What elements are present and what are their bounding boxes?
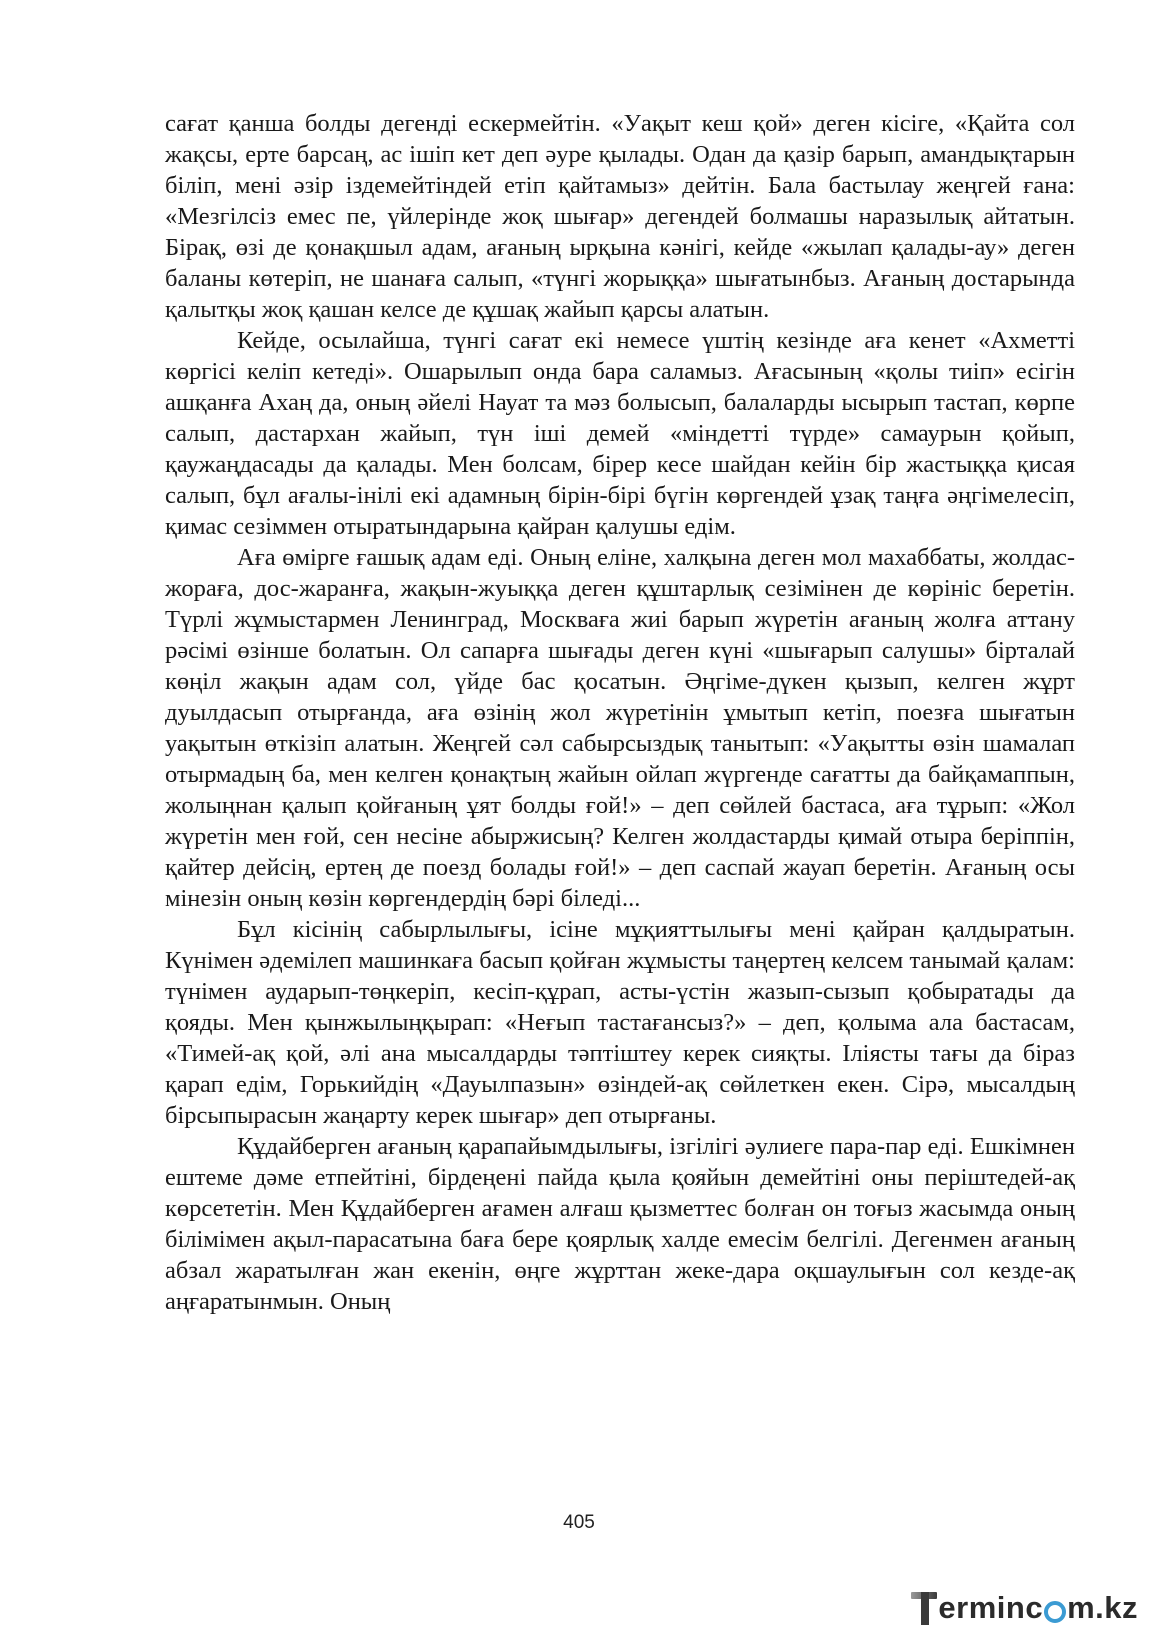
paragraph-2: Кейде, осылайша, түнгі сағат екі немесе үштің кезінде аға кенет «Ахметті көргісі келіп кетеді». Ошарылып онда бара саламыз. Ағасының «қолы тиіп» есігін ашқанға Ахаң да, оның әйелі Науат та мәз болысып, балаларды ысырып тастап, көрпе салып, дастархан жайып, түн іші демей «міндетті түрде» самаурын қойып, қаужаңдасады да қалады. Мен болсам, бірер кесе шайдан кейін бір жастыққа қисая салып, бұл ағалы-інілі екі адамның бірін-бірі бүгін көргендей ұзақ таңға әңгімелесіп, қимас сезіммен отыратындарына қайран қалушы едім. <box>165 327 1075 540</box>
paragraph-3: Аға өмірге ғашық адам еді. Оның еліне, халқына деген мол махаббаты, жолдас-жораға, дос-жаранға, жақын-жуыққа деген құштарлық сезімінен де көрініс беретін. Түрлі жұмыстармен Ленинград, Москваға жиі барып жүретін ағаның жолға аттану рәсімі өзінше болатын. Ол сапарға шығады деген күні «шығарып салушы» бірталай көңіл жақын адам сол, үйде бас қосатын. Әңгіме-дүкен қызып, келген жұрт дуылдасып отырғанда, аға өзінің жол жүретінін ұмытып кетіп, поезға шығатын уақытын өткізіп алатын. Жеңгей сәл сабырсыздық танытып: «Уақытты өзін шамалап отырмадың ба, мен келген қонақтың жайын ойлап жүргенде сағатты да байқамаппын, жолыңнан қалып қойғаның ұят болды ғой!» – деп сөйлей бастаса, аға тұрып: «Жол жүретін мен ғой, сен несіне абыржисың? Келген жолдастарды қимай отыра беріппін, қайтер дейсің, ертең де поезд болады ғой!» – деп саспай жауап беретін. Ағаның осы мінезін оның көзін көргендердің бәрі біледі... <box>165 544 1075 912</box>
watermark-c: c <box>1025 1590 1044 1625</box>
t-logo-icon <box>911 1590 937 1626</box>
watermark-suffix: m.kz <box>1067 1590 1138 1625</box>
paragraph-4: Бұл кісінің сабырлылығы, ісіне мұқияттылығы мені қайран қалдыратын. Күнімен әдемілеп машинкаға басып қойған жұмысты таңертең келсем танымай қалам: түнімен аударып-төңкеріп, кесіп-құрап, асты-үстін жазып-сызып қобыратады да қояды. Мен қынжылыңқырап: «Неғып тастағансыз?» – деп, қолыма ала бастасам, «Тимей-ақ қой, әлі ана мысалдарды тәптіштеу керек сияқты. Іліясты тағы да біраз қарап едім, Горькийдің «Дауылпазын» өзіндей-ақ сөйлеткен екен. Сірә, мысалдың бірсыпырасын жаңарту керек шығар» деп отырғаны. <box>165 916 1075 1129</box>
termincom-watermark <box>911 1582 1138 1626</box>
watermark-prefix: ermin <box>938 1590 1026 1625</box>
page-body <box>165 108 1075 1317</box>
o-ring-icon <box>1044 1601 1066 1623</box>
paragraph-1: сағат қанша болды дегенді ескермейтін. «Уақыт кеш қой» деген кісіге, «Қайта сол жақсы, ерте барсаң, ас ішіп кет деп әуре қылады. Одан да қазір барып, амандықтарын біліп, мені әзір іздемейтіндей етіп қайтамыз» дейтін. Бала бастылау жеңгей ғана: «Мезгілсіз емес пе, үйлерінде жоқ шығар» дегендей болмашы наразылық айтатын. Бірақ, өзі де қонақшыл адам, ағаның ырқына кәнігі, кейде «жылап қалады-ау» деген баланы көтеріп, не шанаға салып, «түнгі жорыққа» шығатынбыз. Ағаның достарында қалытқы жоқ қашан келсе де құшақ жайып қарсы алатын. <box>165 110 1075 323</box>
paragraph-5: Құдайберген ағаның қарапайымдылығы, ізгілігі әулиеге пара-пар еді. Ешкімнен ештеме дәме етпейтіні, бірдеңені пайда қыла қояйын демейтіні оны періштедей-ақ көрсететін. Мен Құдайберген ағамен алғаш қызметтес болған он тоғыз жасымда оның білімімен ақыл-парасатына баға бере қоярлық халде емесім белгілі. Дегенмен ағаның абзал жаратылған жан екенін, өңге жұрттан жеке-дара оқшаулығын сол кезде-ақ аңғаратынмын. Оның <box>165 1133 1075 1315</box>
page-number: 405 <box>563 1512 595 1533</box>
